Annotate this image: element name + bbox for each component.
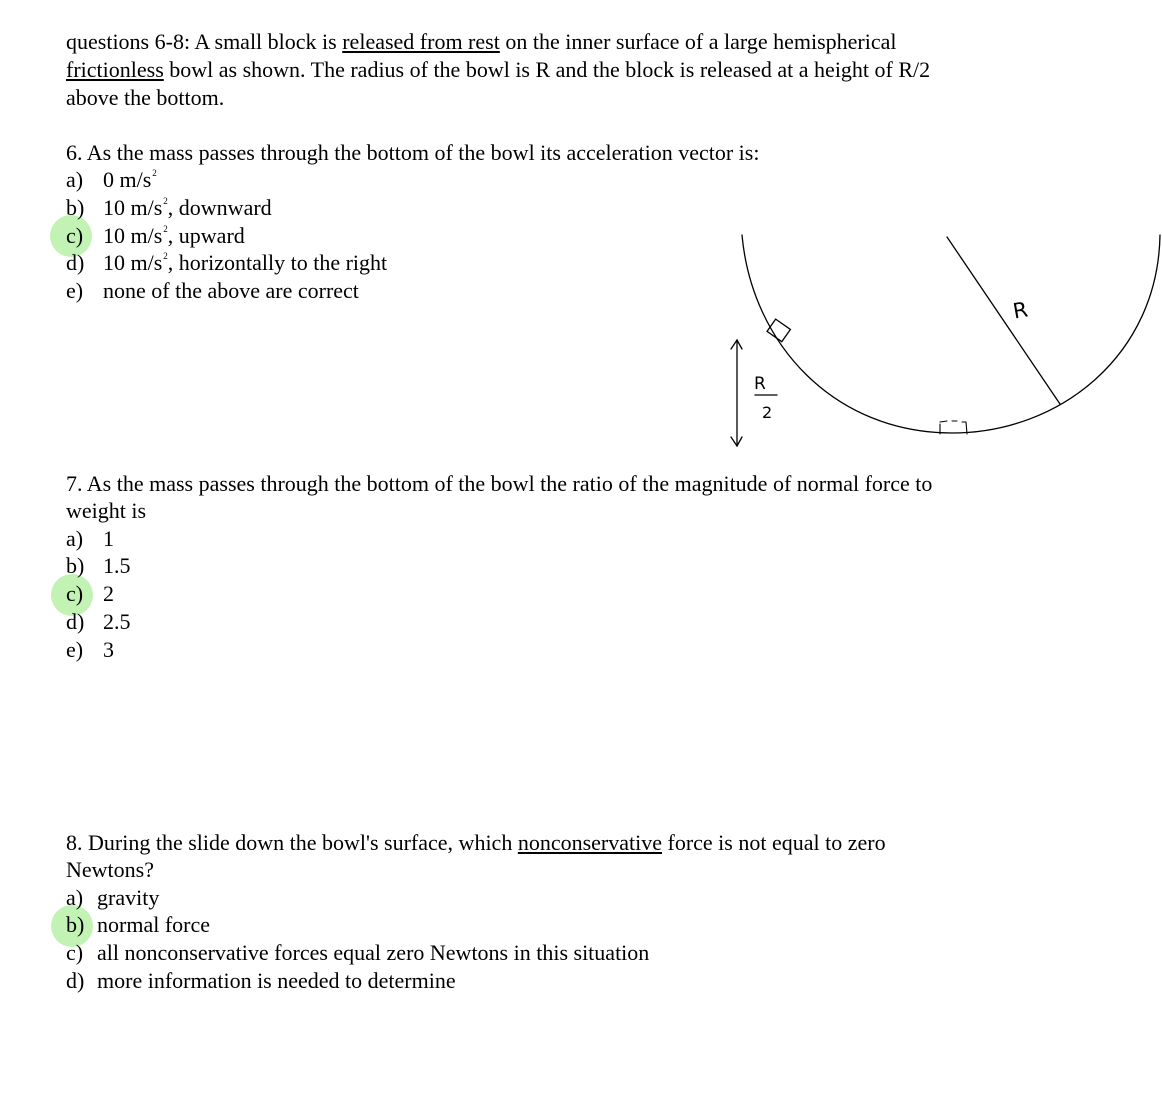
q8-option-d: d) more information is needed to determine [66,968,456,993]
radius-line [947,237,1060,404]
intro-line-1: questions 6-8: A small block is released from rest on the inner surface of a large hemispherical [66,29,897,54]
bowl-curve [742,235,1160,433]
q7-option-e: e) 3 [66,637,114,662]
radius-label: R [1011,297,1030,324]
q8-option-a: a) gravity [66,885,160,910]
nonconservative-underline: nonconservative [517,830,662,855]
q7-question-line-1: 7. As the mass passes through the bottom of the bowl the ratio of the magnitude of normal force to [66,471,933,496]
block-square [767,319,790,342]
q7-option-d: d) 2.5 [66,609,131,634]
q8-option-b: b) normal force [66,912,210,937]
height-label-numerator: R [754,374,766,394]
q8-question-line-1: 8. During the slide down the bowl's surface, which nonconservative force is not equal to zero [66,830,886,855]
q7-option-c: c) 2 [66,581,114,606]
height-label-denominator: 2 [762,403,773,422]
q7-option-b: b) 1.5 [66,553,131,578]
frictionless-underline: frictionless [66,57,164,82]
q6-option-c: c) 10 $m/s^2$, upward [66,223,245,248]
q6-option-d: d) 10 $m/s^2$, horizontally to the right [66,250,388,275]
released-from-rest-underline: released from rest [342,29,500,54]
q7-question-line-2: weight is [66,498,147,523]
q7-option-a: a) 1 [66,526,114,551]
q8-question-line-2: Newtons? [66,857,154,882]
q6-question: 6. As the mass passes through the bottom of the bowl its acceleration vector is: [66,140,760,165]
q6-option-b: b) 10 $m/s^2$, downward [66,195,272,220]
q6-option-e: e) none of the above are correct [66,278,359,303]
q6-option-a: a) 0 $m/s^2$ [66,167,157,192]
q8-option-c: c) all nonconservative forces equal zero Newtons in this situation [66,940,650,965]
intro-line-2: frictionless bowl as shown. The radius of the bowl is R and the block is released at a height of R/2 [66,57,931,82]
bottom-dashed-mark [940,421,967,434]
intro-line-3: above the bottom. [66,85,225,110]
